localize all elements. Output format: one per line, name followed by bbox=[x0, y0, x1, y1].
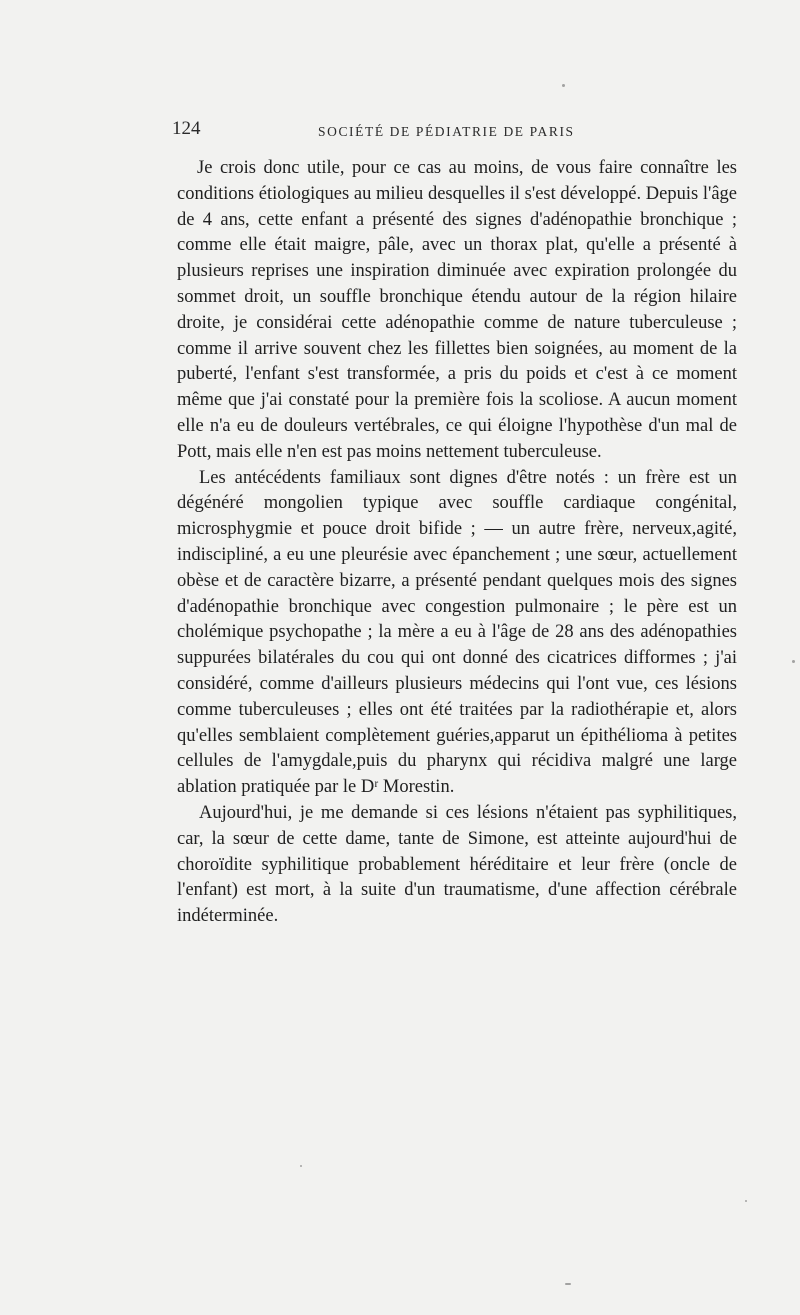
paper-speck bbox=[300, 1165, 302, 1167]
paragraph: Aujourd'hui, je me demande si ces lésions n'étaient pas syphilitiques, car, la sœur de cette dame, tante de Simone, est atteinte aujourd'hui de choroïdite syphilitique probablement héréditaire et leur frère (oncle de l'enfant) est mort, à la suite d'un traumatisme, d'une affection cérébrale indéterminée. bbox=[177, 802, 737, 927]
paragraph: Je crois donc utile, pour ce cas au moins, de vous faire connaître les conditions étiologiques au milieu desquelles il s'est développé. Depuis l'âge de 4 ans, cette enfant a présenté des signes d'adénopathie bronchique ; comme elle était maigre, pâle, avec un thorax plat, qu'elle a présenté à plusieurs reprises une inspiration diminuée avec expiration prolongée du sommet droit, un souffle bronchique étendu autour de la région hilaire droite, je considérai cette adénopathie comme de nature tuberculeuse ; comme il arrive souvent chez les fillettes bien soignées, au moment de la puberté, l'enfant s'est transformée, a pris du poids et c'est à ce moment même que j'ai constaté pour la première fois la scoliose. A aucun moment elle n'a eu de douleurs vertébrales, ce qui éloigne l'hypothèse d'un mal de Pott, mais elle n'en est pas moins nettement tuberculeuse. bbox=[177, 158, 737, 462]
page-header bbox=[172, 118, 744, 144]
paper-speck bbox=[745, 1200, 747, 1202]
page-number: 124 bbox=[172, 118, 201, 139]
paper-speck bbox=[792, 660, 795, 663]
body-text bbox=[177, 156, 737, 930]
running-title: SOCIÉTÉ DE PÉDIATRIE DE PARIS bbox=[318, 124, 575, 139]
paper-speck bbox=[562, 84, 565, 87]
paragraph: Les antécédents familiaux sont dignes d'être notés : un frère est un dégénéré mongolien typique avec souffle cardiaque congénital, microsphygmie et pouce droit bifide ; — un autre frère, nerveux,agité, indiscipliné, a eu une pleurésie avec épanchement ; une sœur, actuellement obèse et de caractère bizarre, a présenté pendant quelques mois des signes d'adénopathie bronchique avec congestion pulmonaire ; le père est un cholémique psychopathe ; la mère a eu à l'âge de 28 ans des adénopathies suppurées bilatérales du cou qui ont donné des cicatrices difformes ; j'ai considéré, comme d'ailleurs plusieurs médecins qui l'ont vue, ces lésions comme tuberculeuses ; elles ont été traitées par la radiothérapie et, alors qu'elles semblaient complètement guéries,apparut un épithélioma à petites cellules de l'amygdale,puis du pharynx qui récidiva malgré une large ablation pratiquée par le Dʳ Morestin. bbox=[177, 467, 737, 798]
paper-speck bbox=[565, 1283, 571, 1285]
